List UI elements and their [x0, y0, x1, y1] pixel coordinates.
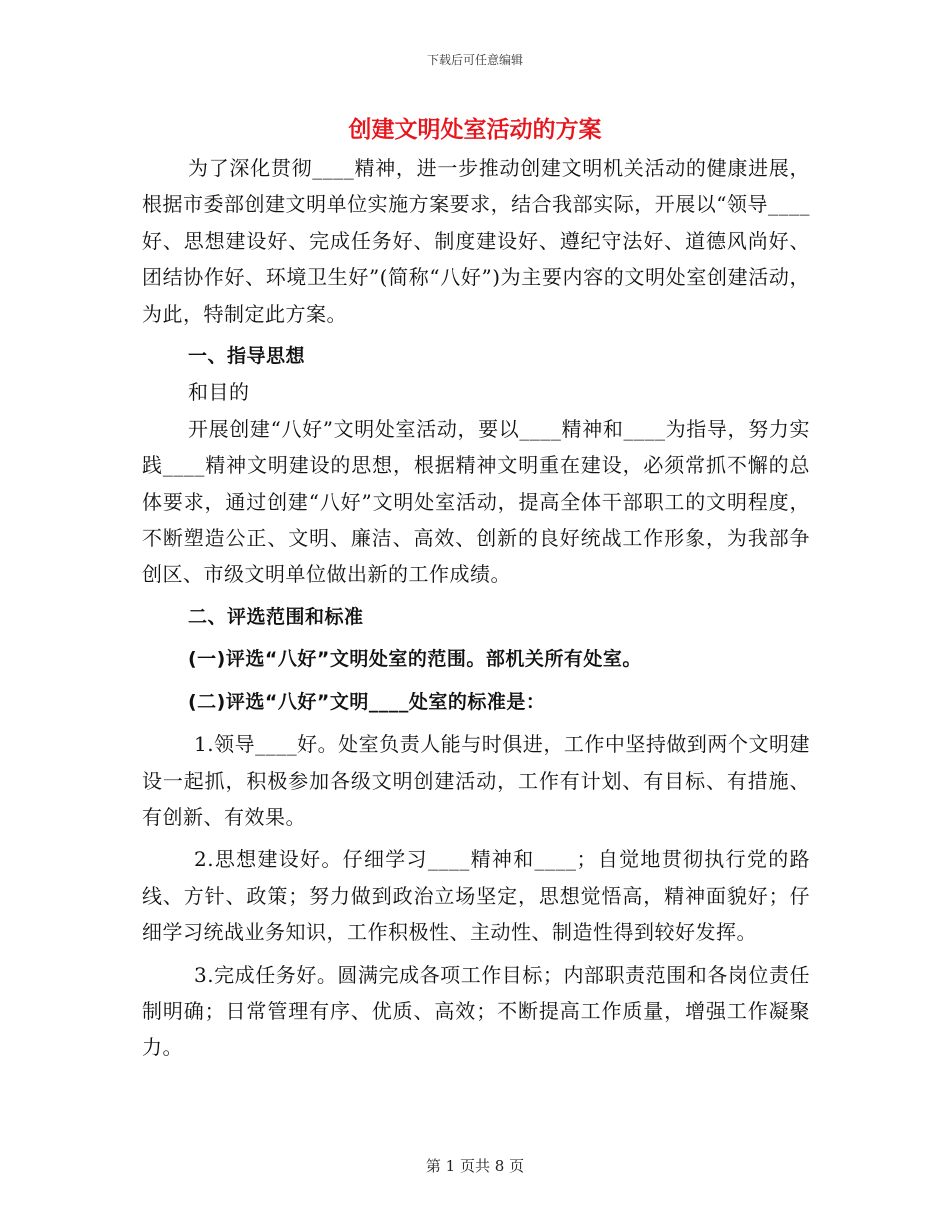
section-heading-scope-standards: 二、评选范围和标准 — [188, 605, 364, 628]
page-header: 下载后可任意编辑 — [426, 53, 523, 67]
document-title: 创建文明处室活动的方案 — [348, 116, 602, 143]
standard-item-3: 3.完成任务好。圆满完成各项工作目标；内部职责范围和各岗位责任制明确；日常管理有序、优质、高效；不断提高工作质量，增强工作凝聚力。 — [142, 962, 810, 1060]
intro-paragraph: 为了深化贯彻____精神，进一步推动创建文明机关活动的健康进展，根据市委部创建文明单位实施方案要求，结合我部实际，开展以“领导____好、思想建设好、完成任务好、制度建设好、遵纪守法好、道德风尚好、团结协作好、环境卫生好”(简称“八好”)为主要内容的文明处室创建活动，为此，特制定此方案。 — [142, 156, 810, 326]
document-body — [142, 150, 810, 1066]
standard-item-1: 1.领导____好。处室负责人能与时俱进，工作中坚持做到两个文明建设一起抓，积极参加各级文明创建活动，工作有计划、有目标、有措施、有创新、有效果。 — [142, 732, 810, 829]
page-footer: 第 1 页共 8 页 — [425, 1157, 525, 1175]
section-heading-continuation: 和目的 — [188, 380, 250, 405]
guiding-ideology-paragraph: 开展创建“八好”文明处室活动，要以____精神和____为指导，努力实践____精神文明建设的思想，根据精神文明重在建设，必须常抓不懈的总体要求，通过创建“八好”文明处室活动，提高全体干部职工的文明程度，不断塑造公正、文明、廉洁、高效、创新的良好统战工作形象，为我部争创区、市级文明单位做出新的工作成绩。 — [142, 416, 810, 587]
section-heading-guiding-ideology: 一、指导思想 — [188, 345, 306, 368]
standard-item-2: 2.思想建设好。仔细学习____精神和____；自觉地贯彻执行党的路线、方针、政策；努力做到政治立场坚定，思想觉悟高，精神面貌好；仔细学习统战业务知识，工作积极性、主动性、制造性得到较好发挥。 — [142, 847, 810, 945]
subsection-scope: (一)评选“八好”文明处室的范围。部机关所有处室。 — [188, 648, 642, 671]
subsection-standards: (二)评选“八好”文明____处室的标准是： — [188, 690, 546, 713]
